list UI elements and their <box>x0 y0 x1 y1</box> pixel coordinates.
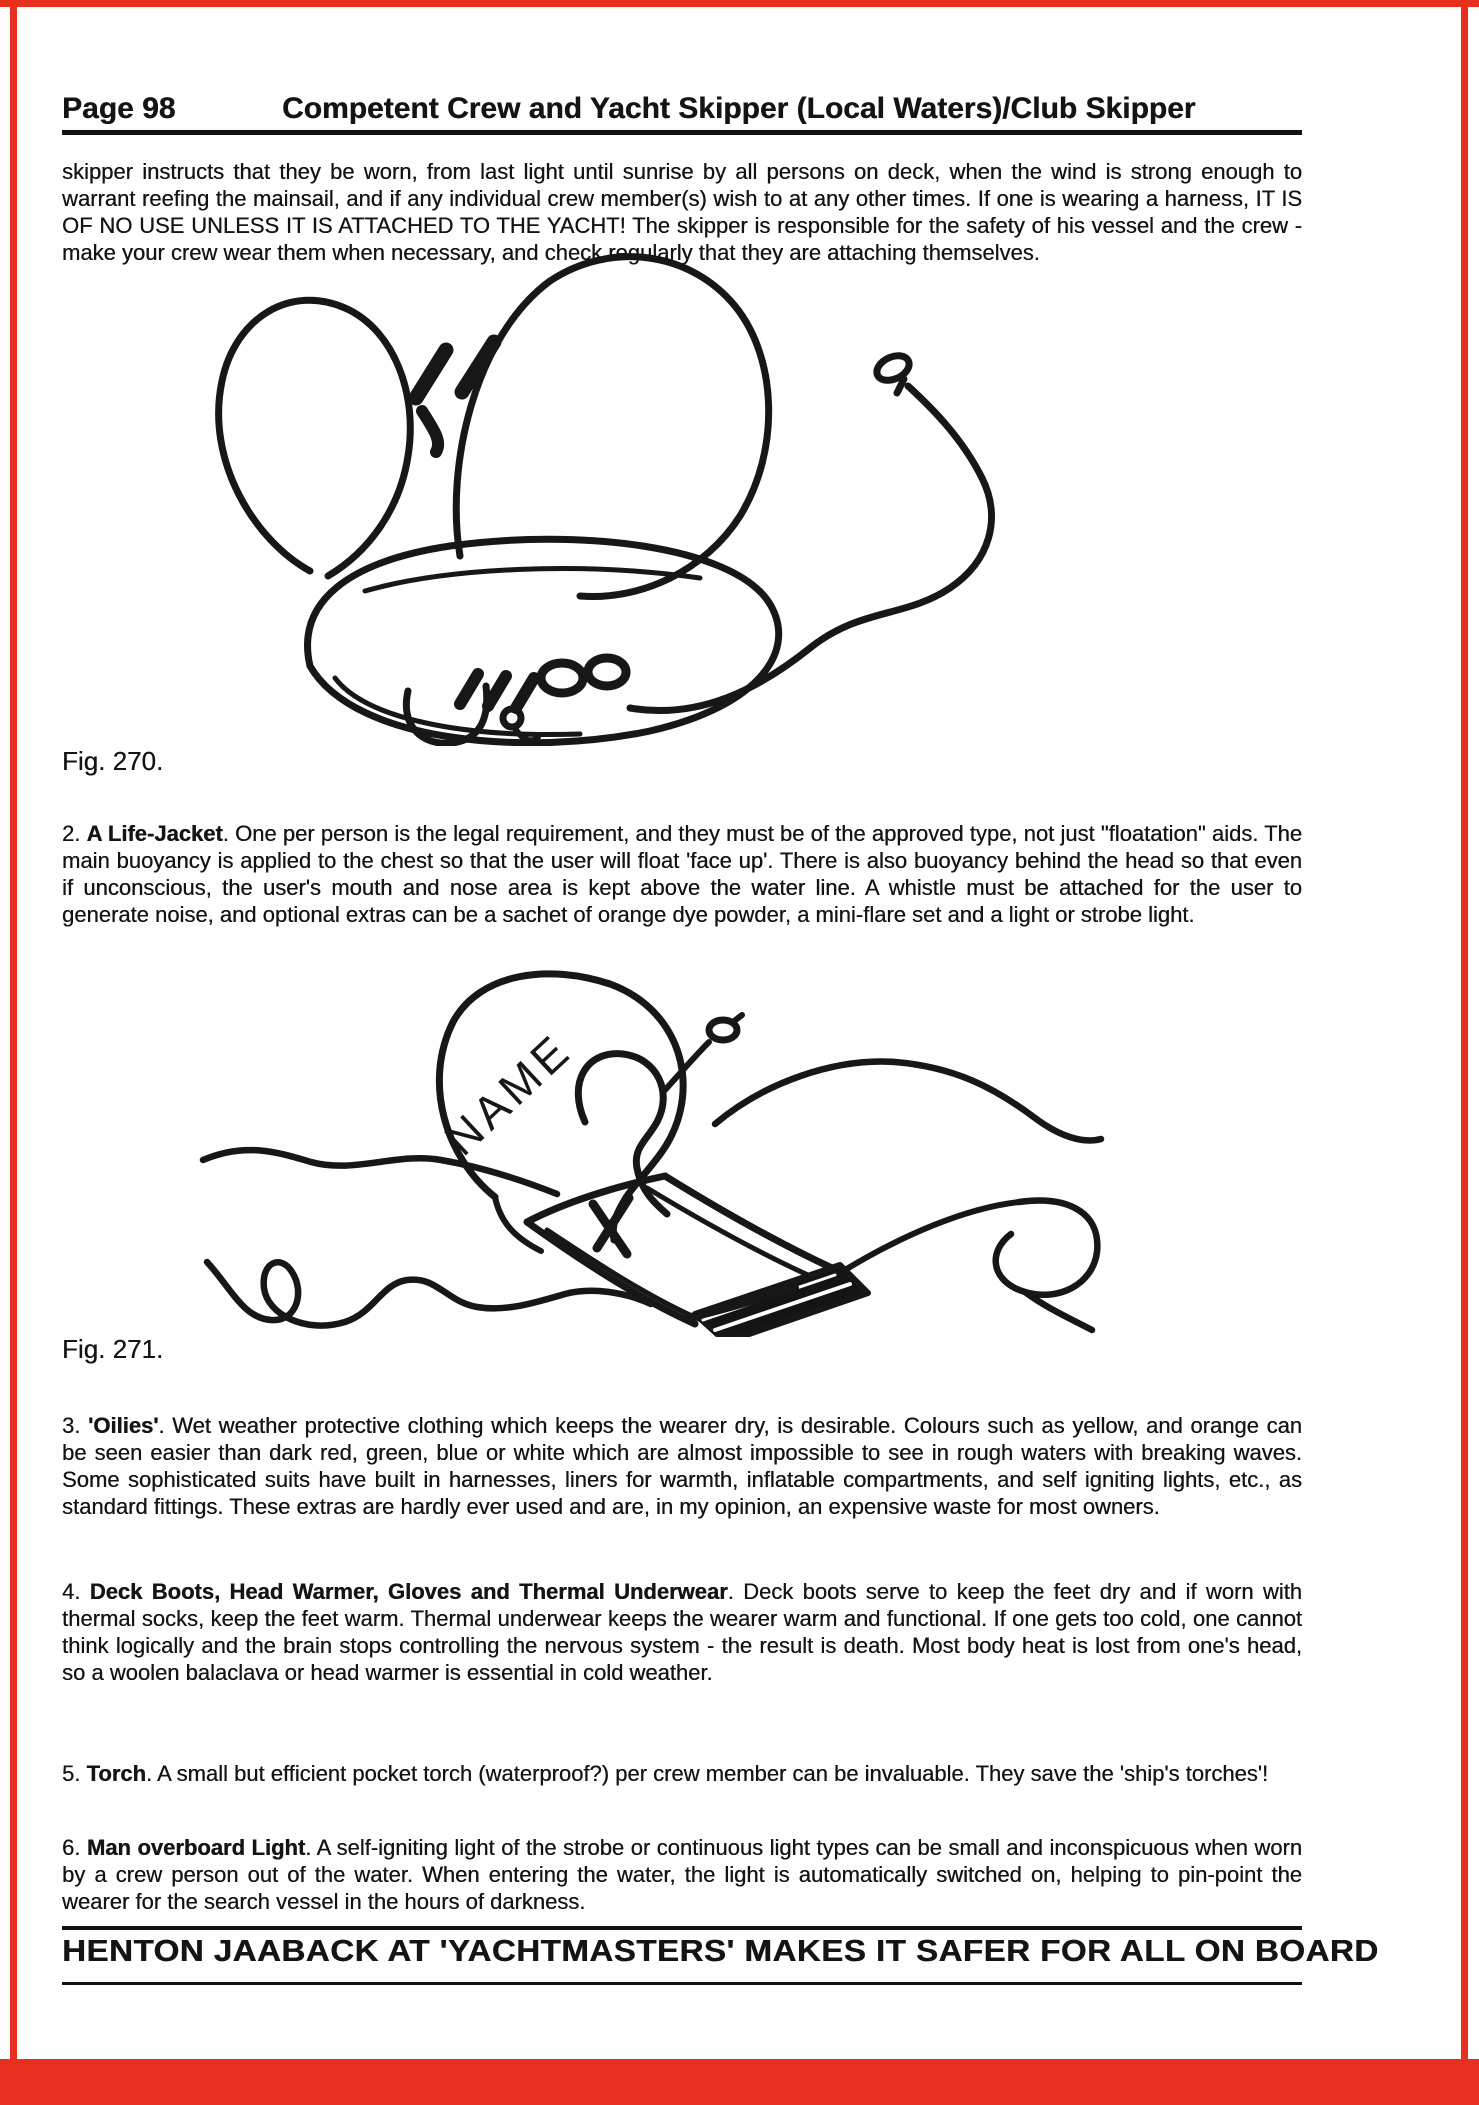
footer-rule-bottom <box>62 1982 1302 1985</box>
chapter-title: Competent Crew and Yacht Skipper (Local Waters)/Club Skipper <box>281 92 1196 125</box>
section-torch <box>62 1760 1302 1787</box>
section-number: 5. <box>62 1761 87 1786</box>
section-number: 3. <box>62 1413 89 1438</box>
red-border-right <box>1461 0 1468 2105</box>
page-number-label: Page 98 <box>62 92 176 125</box>
red-border-left <box>10 0 17 2105</box>
section-mob-light <box>62 1834 1302 1915</box>
section-number: 6. <box>62 1835 87 1860</box>
fig-271-lifejacket-drawing <box>195 962 1115 1337</box>
harness-paragraph: skipper instructs that they be worn, from last light until sunrise by all persons on deck, when the wind is strong enough to warrant reefing the mainsail, and if any individual crew member(s) wish to at any other times. If one is wearing a harness, IT IS OF NO USE UNLESS IT IS ATTACHED TO THE YACHT! The skipper is responsible for the safety of his vessel and the crew - make your crew wear them when necessary, and check regularly that they are attaching themselves. <box>62 159 1302 265</box>
section-oilies <box>62 1412 1302 1520</box>
section-deck-boots <box>62 1578 1302 1686</box>
section-title: Deck Boots, Head Warmer, Gloves and Thermal Underwear <box>89 1579 728 1604</box>
section-title: 'Oilies' <box>88 1413 159 1438</box>
section-body: . A small but efficient pocket torch (waterproof?) per crew member can be invaluable. They save the 'ship's torches'! <box>145 1761 1269 1786</box>
lifejacket-name-label: NAME <box>434 1023 582 1166</box>
section-body: . Deck boots serve to keep the feet dry and if worn with thermal socks, keep the feet warm. Thermal underwear keeps the wearer warm and functional. If one gets too cold, one cannot think logically and the brain stops controlling the nervous system - the result is death. Most body heat is lost from one's head, so a woolen balaclava or head warmer is essential in cold weather. <box>62 1579 1302 1685</box>
section-body: . Wet weather protective clothing which keeps the wearer dry, is desirable. Colours such as yellow, and orange can be seen easier than dark red, green, blue or white which are almost impossible to see in rough waters with breaking waves. Some sophisticated suits have built in harnesses, liners for warmth, inflatable compartments, and self igniting lights, etc., as standard fittings. These extras are hardly ever used and are, in my opinion, an expensive waste for most owners. <box>62 1413 1302 1519</box>
section-number: 2. <box>62 821 87 846</box>
red-border-bottom <box>0 2059 1479 2105</box>
fig-271-caption: Fig. 271. <box>62 1334 164 1364</box>
section-lifejacket <box>62 820 1302 928</box>
fig-270-caption: Fig. 270. <box>62 746 164 776</box>
section-title: A Life-Jacket <box>86 821 223 846</box>
section-body: . A self-igniting light of the strobe or continuous light types can be small and inconspicuous when worn by a crew person out of the water. When entering the water, the light is automatically switched on, helping to pin-point the wearer for the search vessel in the hours of darkness. <box>62 1835 1303 1914</box>
section-number: 4. <box>62 1579 90 1604</box>
section-body: . One per person is the legal requirement, and they must be of the approved type, not just "floatation" aids. The main buoyancy is applied to the chest so that the user will float 'face up'. There is also buoyancy behind the head so that even if unconscious, the user's mouth and nose area is kept above the water line. A whistle must be attached for the user to generate noise, and optional extras can be a sachet of orange dye powder, a mini-flare set and a light or strobe light. <box>62 821 1303 927</box>
page-header <box>62 92 1302 135</box>
footer-slogan: HENTON JAABACK AT 'YACHTMASTERS' MAKES IT SAFER FOR ALL ON BOARD <box>62 1933 1379 1968</box>
section-title: Torch <box>86 1761 146 1786</box>
fig-270-harness-drawing <box>160 246 1010 746</box>
section-title: Man overboard Light <box>86 1835 306 1860</box>
red-border-top <box>0 0 1479 7</box>
footer-rule-top <box>62 1926 1302 1930</box>
